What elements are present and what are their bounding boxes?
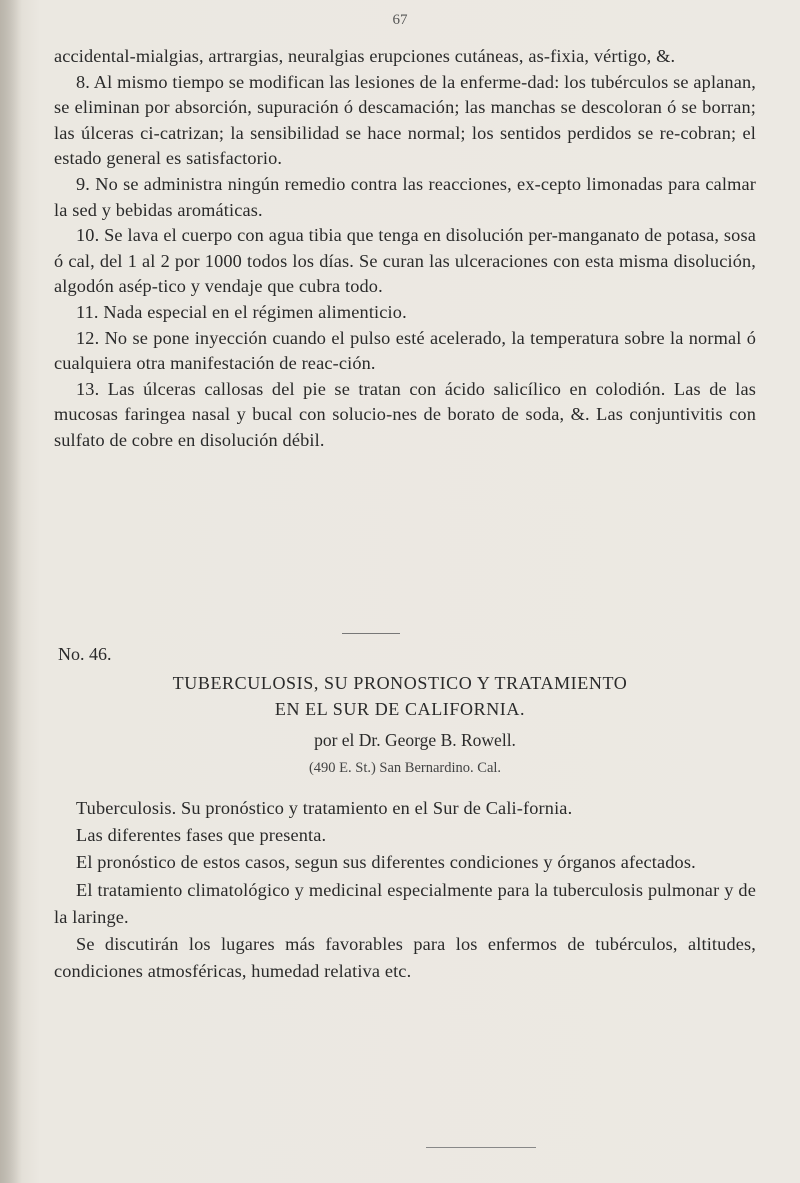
article-number: No. 46. [58,644,112,664]
paragraph-item-12: 12. No se pone inyección cuando el pulso esté acelerado, la temperatura sobre la normal ó cualquiera otra manifestación de reac-ción. [54,327,756,374]
paragraph-item-9: 9. No se administra ningún remedio contra las reacciones, ex-cepto limonadas para calmar la sed y bebidas aromáticas. [54,173,756,220]
top-text-block [54,44,756,454]
article-author: por el Dr. George B. Rowell. [314,730,516,750]
article-paragraph: El tratamiento climatológico y medicinal especialmente para la tuberculosis pulmonar y de la laringe. [54,879,756,927]
article-paragraph: El pronóstico de estos casos, segun sus diferentes condiciones y órganos afectados. [76,852,696,873]
paragraph-continuation: accidental-mialgias, artrargias, neuralgias erupciones cutáneas, as-fixia, vértigo, &. [54,46,676,66]
article-address: (490 E. St.) San Bernardino. Cal. [308,760,502,776]
article-paragraph: Tuberculosis. Su pronóstico y tratamiento en el Sur de Cali-fornia. [76,798,573,818]
section-divider [342,633,400,634]
article-paragraph: Las diferentes fases que presenta. [76,825,327,846]
paragraph-item-10: 10. Se lava el cuerpo con agua tibia que tenga en disolución per-manganato de potasa, sosa ó cal, del 1 al 2 por 1000 todos los días. Se curan las ulceraciones con esta misma disolución, algodón asép-tico y vendaje que cubra todo. [54,225,756,297]
page-edge-shadow [0,0,22,1183]
paragraph-item-8: 8. Al mismo tiempo se modifican las lesiones de la enferme-dad: los tubérculos se aplanan, se eliminan por absorción, supuración ó descamación; las manchas se descoloran ó se borran; las úlceras ci-catrizan; la sensibilidad se hace normal; los sentidos perdidos se re-cobran; el estado general es satisfactorio. [54,71,756,169]
page-number: 67 [392,12,408,28]
article-title-line-1: TUBERCULOSIS, SU PRONOSTICO Y TRATAMIENTO [172,673,628,693]
article-body [54,795,756,985]
paragraph-item-13: 13. Las úlceras callosas del pie se tratan con ácido salicílico en colodión. Las de las mucosas faringea nasal y bucal con solucio-nes de borato de soda, &. Las conjuntivitis con sulfato de cobre en disolución débil. [54,378,756,450]
article-paragraph: Se discutirán los lugares más favorables para los enfermos de tubérculos, altitudes, condiciones atmosféricas, humedad relativa etc. [54,934,756,982]
paragraph-item-11: 11. Nada especial en el régimen alimenticio. [76,301,407,322]
end-divider [426,1147,536,1148]
article-title-line-2: EN EL SUR DE CALIFORNIA. [274,699,526,719]
